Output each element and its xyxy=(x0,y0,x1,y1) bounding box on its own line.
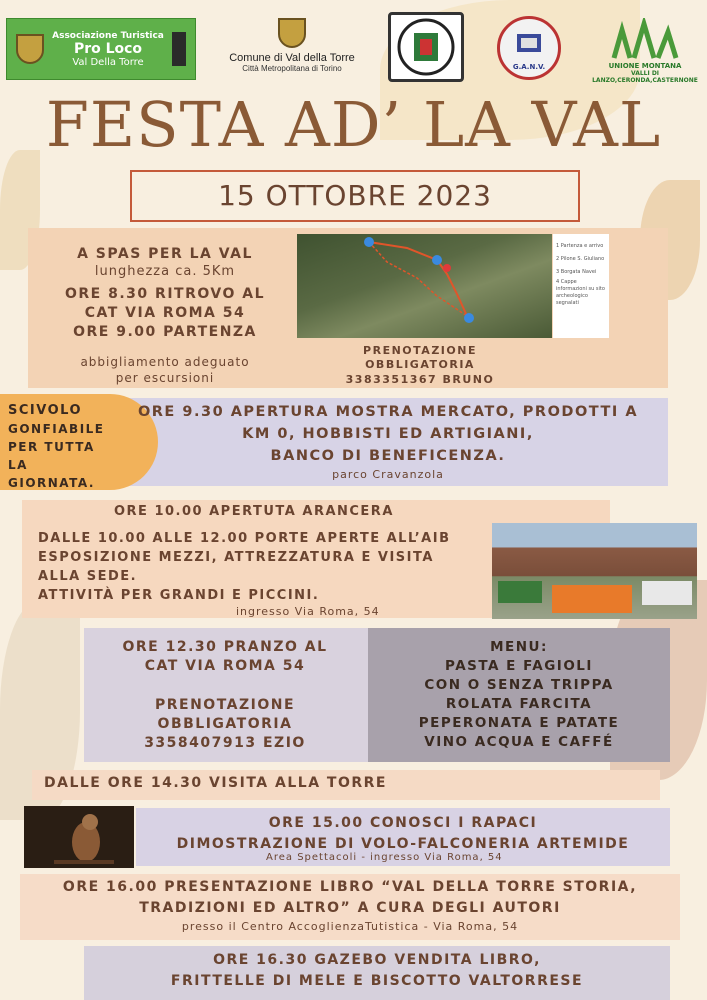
lunch-booking-phone: 3358407913 EZIO xyxy=(144,735,306,751)
lunch-booking2: OBBLIGATORIA xyxy=(157,716,293,732)
regione-seal-icon xyxy=(396,17,456,77)
comune-logo xyxy=(222,10,362,80)
map-legend xyxy=(553,234,609,338)
market-line1: ORE 9.30 APERTURA MOSTRA MERCATO, PRODOTTI A xyxy=(137,404,639,420)
vehicles-people-icon xyxy=(492,523,697,619)
slide-line3: PER TUTTA xyxy=(8,440,95,454)
gazebo-line2: FRITTELLE DI MELE E BISCOTTO VALTORRESE xyxy=(170,973,584,989)
raptor-line1: ORE 15.00 CONOSCI I RAPACI xyxy=(268,815,538,831)
unione-line1: UNIONE MONTANA xyxy=(608,62,682,70)
hike-note1: abbigliamento adeguato xyxy=(80,355,250,369)
menu-item: CON O SENZA TRIPPA xyxy=(424,677,614,693)
raptor-line2: DIMOSTRAZIONE DI VOLO-FALCONERIA ARTEMIDE xyxy=(176,836,630,852)
lunch-line2: CAT VIA ROMA 54 xyxy=(144,658,306,674)
mountain-icon xyxy=(610,18,680,62)
hike-note2: per escursioni xyxy=(115,371,215,385)
aib-line4: ATTIVITÀ PER GRANDI E PICCINI. xyxy=(38,588,320,603)
market-location: parco Cravanzola xyxy=(332,468,444,481)
regione-logo xyxy=(388,12,464,82)
aib-location: ingresso Via Roma, 54 xyxy=(236,605,380,618)
pro-loco-line1: Associazione Turistica xyxy=(52,30,164,41)
menu-item: VINO ACQUA E CAFFÉ xyxy=(424,734,614,750)
hike-meeting: ORE 8.30 RITROVO AL xyxy=(65,286,265,302)
hike-length: lunghezza ca. 5Km xyxy=(94,264,236,279)
map-legend-item: 4 Cappe informazioni su sito archeologico segnalati xyxy=(556,279,605,306)
route-map xyxy=(297,234,552,338)
unione-montana-logo xyxy=(590,16,700,86)
event-title: FESTA AD’ LA VAL xyxy=(45,88,662,161)
slide-line1: SCIVOLO xyxy=(8,403,82,418)
menu-item: PEPERONATA E PATATE xyxy=(418,715,620,731)
hike-address: CAT VIA ROMA 54 xyxy=(84,305,246,321)
raptor-location: Area Spettacoli - ingresso Via Roma, 54 xyxy=(266,852,503,863)
map-legend-item: 2 Pilone S. Giuliano xyxy=(556,256,605,262)
menu-item: PASTA E FAGIOLI xyxy=(445,658,593,674)
hike-booking1: PRENOTAZIONE xyxy=(363,344,477,357)
falcon-photo xyxy=(24,806,134,868)
tower-icon xyxy=(172,32,186,66)
menu-item: ROLATA FARCITA xyxy=(445,696,593,712)
coat-of-arms-icon xyxy=(16,34,44,64)
aib-line3: ALLA SEDE. xyxy=(38,569,138,584)
book-line2: TRADIZIONI ED ALTRO” A CURA DEGLI AUTORI xyxy=(139,900,561,916)
slide-line4: LA xyxy=(8,458,28,472)
comune-name: Comune di Val della Torre xyxy=(229,51,355,64)
market-line2: KM 0, HOBBISTI ED ARTIGIANI, xyxy=(242,426,534,442)
pro-loco-line2: Pro Loco xyxy=(73,40,143,57)
book-line1: ORE 16.00 PRESENTAZIONE LIBRO “VAL DELLA TORRE STORIA, xyxy=(62,879,638,895)
pro-loco-line3: Val Della Torre xyxy=(72,56,144,68)
hike-departure: ORE 9.00 PARTENZA xyxy=(73,324,257,340)
unione-line2: VALLI DI LANZO,CERONDA,CASTERNONE xyxy=(592,70,698,84)
market-line3: BANCO DI BENEFICENZA. xyxy=(270,448,506,464)
lunch-booking1: PRENOTAZIONE xyxy=(154,697,296,713)
header-logos xyxy=(0,6,707,86)
hike-booking-phone: 3383351367 BRUNO xyxy=(345,373,495,386)
tower-visit-line: DALLE ORE 14.30 VISITA ALLA TORRE xyxy=(44,775,387,791)
slide-line2: GONFIABILE xyxy=(8,422,105,436)
ganv-emblem-icon xyxy=(509,28,549,68)
comune-sub: Città Metropolitana di Torino xyxy=(242,63,342,73)
route-path-icon xyxy=(297,234,552,338)
hike-title: A SPAS PER LA VAL xyxy=(77,246,253,262)
arancera-line: ORE 10.00 APERTUTA ARANCERA xyxy=(114,504,394,519)
comune-shield-icon xyxy=(278,18,306,48)
aib-line2: ESPOSIZIONE MEZZI, ATTREZZATURA E VISITA xyxy=(38,550,434,565)
falcon-icon xyxy=(24,806,134,868)
book-location: presso il Centro AccoglienzaTutistica - Via Roma, 54 xyxy=(181,920,519,933)
menu-title: MENU: xyxy=(490,639,548,655)
pro-loco-logo xyxy=(6,18,196,80)
hike-booking2: OBBLIGATORIA xyxy=(365,358,475,371)
map-legend-item: 3 Borgata Navei xyxy=(556,269,597,275)
gazebo-line1: ORE 16.30 GAZEBO VENDITA LIBRO, xyxy=(213,952,541,968)
slide-line5: GIORNATA. xyxy=(8,476,95,490)
aib-line1: DALLE 10.00 ALLE 12.00 PORTE APERTE ALL’AIB xyxy=(38,531,451,546)
aib-team-photo xyxy=(492,523,697,619)
lunch-line1: ORE 12.30 PRANZO AL xyxy=(122,639,328,655)
event-date: 15 OTTOBRE 2023 xyxy=(130,170,580,222)
ganv-text: G.A.N.V. xyxy=(512,63,546,71)
ganv-logo xyxy=(497,16,561,80)
map-legend-item: 1 Partenza e arrivo xyxy=(556,243,604,249)
